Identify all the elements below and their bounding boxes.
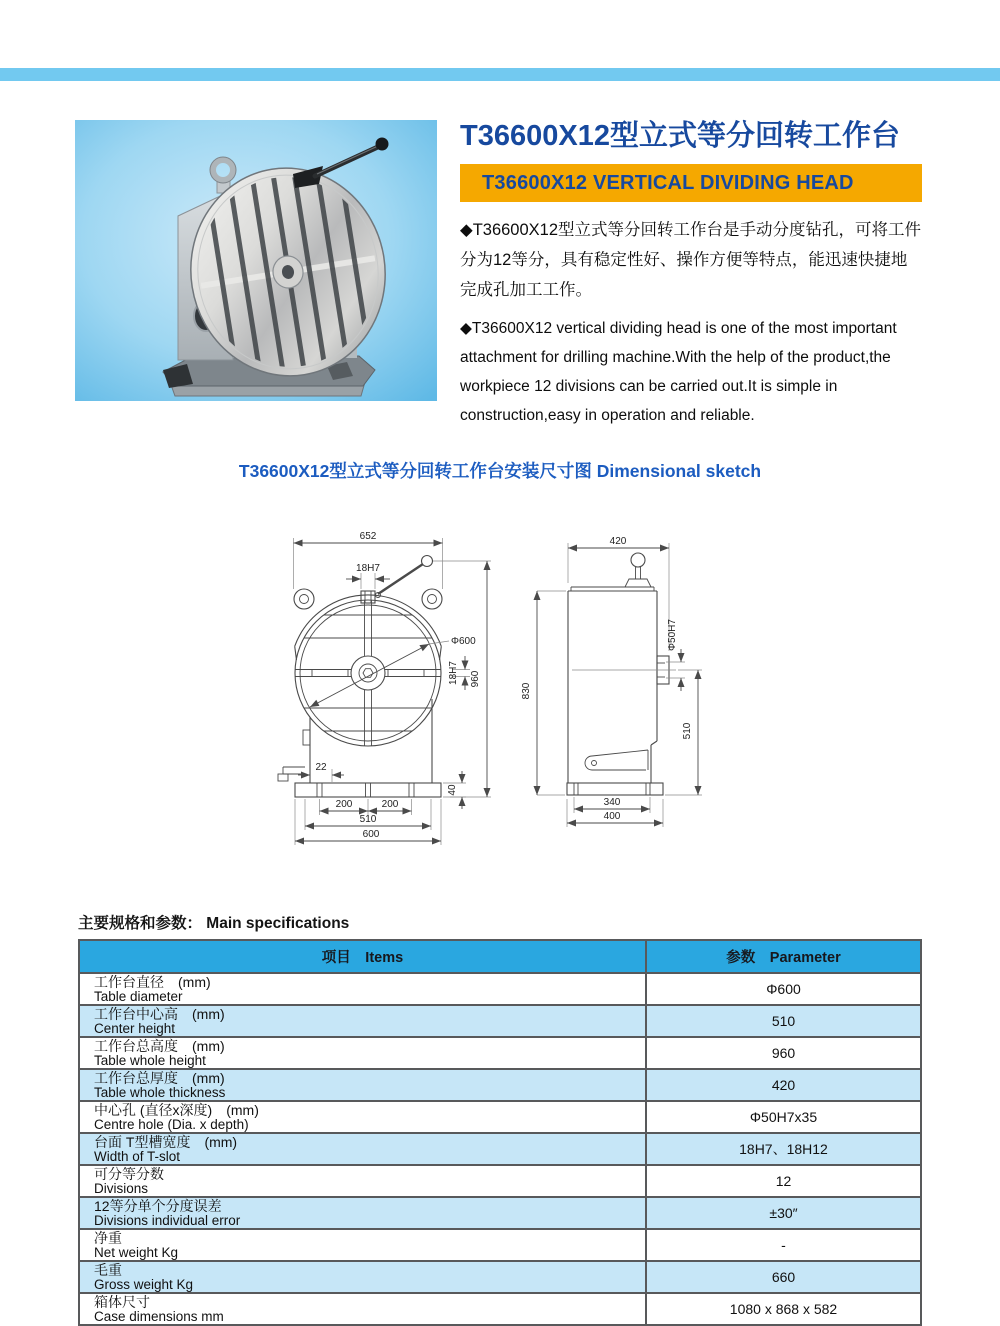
item-value: Φ600 (646, 973, 921, 1005)
product-info (460, 118, 922, 430)
dim-side-base-depth: 340 (603, 797, 621, 808)
item-value: ±30″ (646, 1197, 921, 1229)
dim-front-bolt-right: 200 (381, 799, 399, 810)
spec-row (79, 1133, 921, 1165)
col-items: 项目 Items (79, 940, 646, 973)
spec-row (79, 1037, 921, 1069)
item-cn: 净重 (94, 1230, 122, 1246)
col-parameter: 参数 Parameter (646, 940, 921, 973)
spec-row (79, 1101, 921, 1133)
product-photo-illustration (75, 120, 437, 401)
product-banner (460, 164, 922, 202)
item-value: 420 (646, 1069, 921, 1101)
item-value: 960 (646, 1037, 921, 1069)
item-value: 12 (646, 1165, 921, 1197)
item-value: 18H7、18H12 (646, 1133, 921, 1165)
item-en: Centre hole (Dia. x depth) (94, 1116, 249, 1132)
dimensional-sketch-heading: T36600X12型立式等分回转工作台安装尺寸图 Dimensional sketch (238, 461, 762, 481)
dim-front-edge-offset: 22 (315, 762, 327, 773)
description-english: ◆T36600X12 vertical dividing head is one of the most important attachment for drilling machine.With the help of the product,the workpiece 12 divisions can be carried out.It is simple in construction,easy in operation and reliable. (460, 320, 897, 424)
item-en: Divisions individual error (94, 1212, 241, 1228)
spec-row (79, 1261, 921, 1293)
spec-row (79, 1229, 921, 1261)
dim-front-slot-mid: 18H7 (448, 661, 459, 685)
item-cn: 工作台总高度 (mm) (94, 1038, 225, 1054)
item-cn: 箱体尺寸 (94, 1294, 150, 1310)
specs-heading: 主要规格和参数： Main specifications (78, 915, 350, 932)
dim-front-width: 652 (359, 531, 377, 542)
dim-side-body-height: 830 (521, 682, 532, 700)
item-value: 510 (646, 1005, 921, 1037)
item-en: Divisions (94, 1180, 149, 1196)
dim-side-depth: 420 (609, 536, 627, 547)
spec-row (79, 973, 921, 1005)
item-value: Φ50H7x35 (646, 1101, 921, 1133)
item-en: Gross weight Kg (94, 1276, 194, 1292)
product-photo (75, 120, 437, 401)
dim-front-base-height: 40 (447, 784, 458, 796)
specs-table (78, 939, 922, 1326)
dim-front-total-width: 600 (362, 829, 380, 840)
item-en: Table whole thickness (94, 1084, 226, 1100)
dim-side-total-depth: 400 (603, 811, 621, 822)
dim-front-diameter: Φ600 (451, 636, 476, 647)
spec-row (79, 1165, 921, 1197)
item-cn: 毛重 (94, 1262, 122, 1278)
side-view (521, 536, 702, 827)
item-en: Center height (94, 1020, 176, 1036)
item-cn: 工作台直径 (mm) (94, 974, 211, 990)
spec-row (79, 1069, 921, 1101)
item-en: Table diameter (94, 988, 183, 1004)
spec-row (79, 1197, 921, 1229)
item-value: 660 (646, 1261, 921, 1293)
page-title: T36600X12型立式等分回转工作台 (460, 120, 900, 152)
dim-side-centre-height: 510 (682, 722, 693, 740)
item-cn: 中心孔 (直径x深度) (mm) (94, 1102, 259, 1118)
item-value: - (646, 1229, 921, 1261)
dim-front-base-width: 510 (359, 814, 377, 825)
dim-front-slot-top: 18H7 (356, 563, 380, 574)
item-cn: 12等分单个分度误差 (94, 1198, 222, 1214)
dim-front-bolt-left: 200 (335, 799, 353, 810)
item-value: 1080 x 868 x 582 (646, 1293, 921, 1325)
spec-row (79, 1293, 921, 1325)
description-chinese: ◆T36600X12型立式等分回转工作台是手动分度钻孔，可将工件分为12等分，具有稳定性好、操作方便等特点，能迅速快捷地完成孔加工工作。 (460, 221, 922, 299)
top-accent-bar (0, 68, 1000, 81)
product-banner-label: T36600X12 VERTICAL DIVIDING HEAD (482, 171, 854, 194)
item-en: Table whole height (94, 1052, 206, 1068)
item-cn: 工作台总厚度 (mm) (94, 1070, 225, 1086)
specs-header-row (79, 940, 921, 973)
item-cn: 可分等分数 (94, 1166, 164, 1182)
dimensional-sketch (260, 523, 740, 853)
dim-side-centre-hole: Φ50H7 (667, 619, 678, 651)
spec-row (79, 1005, 921, 1037)
item-en: Case dimensions mm (94, 1308, 224, 1324)
item-cn: 台面 T型槽宽度 (mm) (94, 1134, 238, 1150)
item-en: Width of T-slot (94, 1148, 181, 1164)
front-view (278, 531, 491, 845)
item-cn: 工作台中心高 (mm) (94, 1006, 225, 1022)
item-en: Net weight Kg (94, 1244, 179, 1260)
dim-front-total-height: 960 (470, 670, 481, 688)
